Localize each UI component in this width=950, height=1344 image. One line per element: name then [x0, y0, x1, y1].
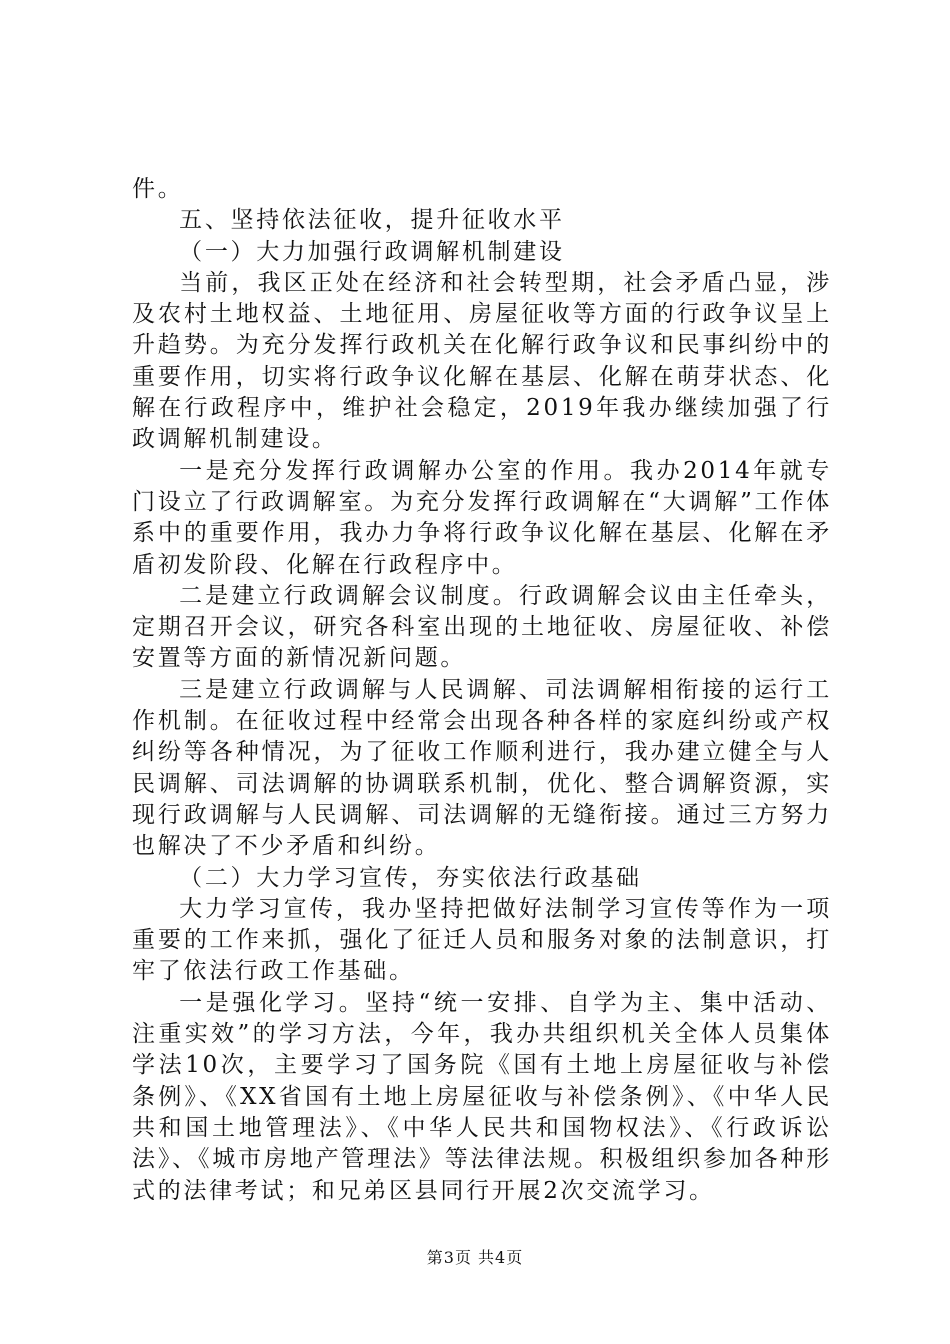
- paragraph-publicity: 大力学习宣传，我办坚持把做好法制学习宣传等作为一项重要的工作来抓，强化了征迁人员和服务对象的法制意识，打牢了依法行政工作基础。: [132, 895, 832, 985]
- paragraph-point-two: 二是建立行政调解会议制度。行政调解会议由主任牵头，定期召开会议，研究各科室出现的土地征收、房屋征收、补偿安置等方面的新情况新问题。: [132, 582, 832, 672]
- paragraph-point-three: 三是建立行政调解与人民调解、司法调解相衔接的运行工作机制。在征收过程中经常会出现各种各样的家庭纠纷或产权纠纷等各种情况，为了征收工作顺利进行，我办建立健全与人民调解、司法调解的协调联系机制，优化、整合调解资源，实现行政调解与人民调解、司法调解的无缝衔接。通过三方努力也解决了不少矛盾和纠纷。: [132, 676, 832, 860]
- section-heading-five: 五、坚持依法征收，提升征收水平: [179, 207, 565, 234]
- paragraph-current-situation: 当前，我区正处在经济和社会转型期，社会矛盾凸显，涉及农村土地权益、土地征用、房屋征收等方面的行政争议呈上升趋势。为充分发挥行政机关在化解行政争议和民事纠纷中的重要作用，切实将行政争议化解在基层、化解在萌芽状态、化解在行政程序中，维护社会稳定，2019年我办继续加强了行政调解机制建设。: [132, 269, 832, 453]
- subsection-heading-one: （一）大力加强行政调解机制建设: [179, 238, 565, 265]
- paragraph-point-one: 一是充分发挥行政调解办公室的作用。我办2014年就专门设立了行政调解室。为充分发挥行政调解在“大调解”工作体系中的重要作用，我办力争将行政争议化解在基层、化解在矛盾初发阶段、化解在行政程序中。: [132, 457, 832, 578]
- document-body: [132, 174, 832, 1207]
- paragraph-continuation: 件。: [132, 176, 184, 202]
- subsection-heading-two: （二）大力学习宣传，夯实依法行政基础: [179, 864, 642, 891]
- paragraph-strengthen-study: 一是强化学习。坚持“统一安排、自学为主、集中活动、注重实效”的学习方法，今年，我办共组织机关全体人员集体学法10次，主要学习了国务院《国有土地上房屋征收与补偿条例》、《XX省国有土地上房屋征收与补偿条例》、《中华人民共和国土地管理法》、《中华人民共和国物权法》、《行政诉讼法》、《城市房地产管理法》等法律法规。积极组织参加各种形式的法律考试；和兄弟区县同行开展2次交流学习。: [132, 989, 832, 1204]
- page-number-footer: 第3页 共4页: [426, 1248, 524, 1267]
